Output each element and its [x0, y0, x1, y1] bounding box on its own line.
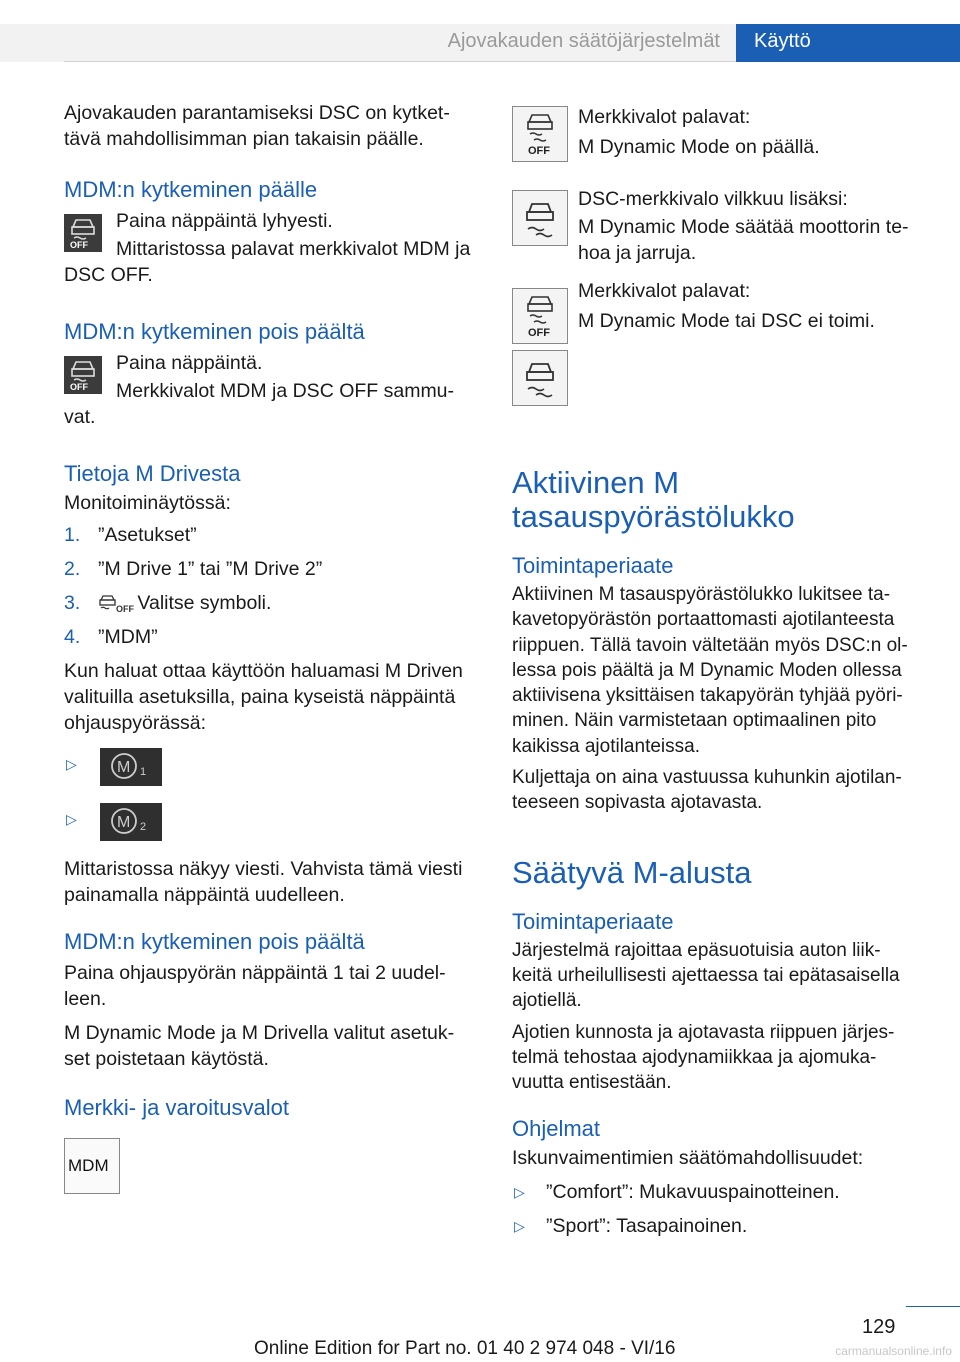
m-drive-after2: Mittaristossa näkyy viesti. Vahvista tämä viesti painamalla näppäintä uudelleen. [64, 858, 463, 906]
heading-mdm-on: MDM:n kytkeminen päälle [64, 177, 318, 202]
edition-line: Online Edition for Part no. 01 40 2 974 048 - VI/16 [254, 1338, 676, 1359]
b2-line1: DSC-merkkivalo vilkkuu lisäksi: [578, 188, 848, 210]
mdm-dsc-off-indicator-icon [512, 106, 568, 162]
indicator-block-3 [512, 280, 932, 414]
heading-adaptive-suspension: Säätyvä M-alusta [512, 854, 752, 890]
list-text: ”Comfort”: Mukavuuspainotteinen. [546, 1181, 840, 1204]
bullet-triangle-icon: ▷ [66, 756, 77, 772]
header-section-bar [0, 24, 736, 62]
m1-button-icon [100, 748, 162, 786]
bullet-triangle-icon: ▷ [514, 1218, 525, 1235]
heading-mdm-off-2: MDM:n kytkeminen pois päältä [64, 929, 365, 954]
header-divider [64, 61, 736, 62]
svg-text:M: M [117, 814, 131, 831]
mdm-on-line2: Mittaristossa palavat merkkivalot MDM ja [116, 238, 471, 260]
heading-programs: Ohjelmat [512, 1116, 601, 1142]
right-column [512, 100, 932, 1239]
programs-list [512, 1179, 932, 1239]
list-item [64, 624, 484, 650]
list-item [64, 522, 484, 548]
page-number: 129 [862, 1316, 896, 1338]
dsc-off-label-2: OFF [70, 382, 88, 392]
m-drive-intro: Monitoiminäytössä: [64, 492, 231, 514]
off-label-2: OFF [528, 327, 550, 339]
programs-intro: Iskunvaimentimien säätömahdollisuudet: [512, 1147, 864, 1170]
left-column [64, 100, 484, 1199]
list-text: Valitse symboli. [137, 592, 272, 614]
mdm-on-line3: DSC OFF. [64, 264, 153, 286]
suspension-paragraph-1: Järjestelmä rajoittaa epäsuotuisia auton liik- keitä urheilullisesti ajettaessa tai epätasaisella ajotiellä. [512, 939, 900, 1012]
dsc-off-symbol-label: OFF [116, 604, 134, 614]
heading-active-differential: Aktiivinen M tasauspyörästölukko [512, 465, 795, 534]
dsc-off-symbol-icon [98, 593, 134, 614]
indicator-block-1 [512, 100, 932, 180]
mdm-off-line1: Paina näppäintä. [116, 352, 263, 374]
driver-responsibility: Kuljettaja on aina vastuussa kuhunkin ajotilan- teeseen sopivasta ajotavasta. [512, 767, 902, 814]
heading-m-drive: Tietoja M Drivesta [64, 461, 241, 486]
list-item [512, 1213, 932, 1239]
m-drive-steps [64, 522, 484, 650]
header-section-title: Ajovakauden säätöjärjestelmät [447, 30, 720, 52]
mdm-on-block [64, 208, 484, 288]
list-number: 4. [64, 626, 81, 648]
mdm-indicator-icon [64, 1138, 120, 1194]
b1-line1: Merkkivalot palavat: [578, 106, 751, 128]
watermark: carmanualsonline.info [835, 1344, 952, 1358]
differential-paragraph: Aktiivinen M tasauspyörästölukko lukitsee ta- kavetopyörästön portaattomasti ajotilanteesta riippuen. Tällä tavoin vältetään myös DSC:n ol- lessa pois päältä ja M Dynamic Moden ollessa aktiivisena yksittäisen takapyörän tyhjää pyöri- minen. Näin varmistetaan optimaalinen pito kaikissa ajotilanteissa. [512, 584, 908, 757]
dsc-off-button-icon [64, 214, 102, 252]
list-text: ”M Drive 1” tai ”M Drive 2” [98, 558, 323, 580]
dsc-off-label: OFF [70, 240, 88, 250]
mdm-off2-p1: Paina ohjauspyörän näppäintä 1 tai 2 uudel- leen. [64, 962, 446, 1010]
heading-mdm-off: MDM:n kytkeminen pois päältä [64, 319, 365, 344]
dsc-off-button-icon-2 [64, 356, 102, 394]
dsc-indicator-icon-2 [512, 350, 568, 406]
heading-principle-2: Toimintaperiaate [512, 908, 674, 934]
m-drive-after: Kun haluat ottaa käyttöön haluamasi M Driven valituilla asetuksilla, paina kyseistä näppäintä ohjauspyörässä: [64, 660, 463, 734]
intro-paragraph: Ajovakauden parantamiseksi DSC on kytket- tävä mahdollisimman pian takaisin päälle. [64, 102, 450, 150]
list-number: 3. [64, 592, 81, 614]
mdm-off2-p2: M Dynamic Mode ja M Drivella valitut asetuk- set poistetaan käytöstä. [64, 1022, 455, 1070]
indicator-block-2 [512, 184, 932, 288]
list-item [512, 1179, 932, 1205]
mdm-dsc-off-indicator-icon-2 [512, 288, 568, 344]
off-label: OFF [528, 145, 550, 157]
bullet-triangle-icon: ▷ [66, 811, 77, 827]
list-text: ”Sport”: Tasapainoinen. [546, 1215, 748, 1238]
mdm-indicator-label: MDM [68, 1156, 109, 1175]
svg-text:M: M [117, 759, 131, 776]
m-drive-buttons [64, 748, 484, 848]
list-number: 2. [64, 558, 81, 580]
header-chapter-tab [736, 24, 960, 62]
b3-line1: Merkkivalot palavat: [578, 280, 751, 302]
footer-divider [906, 1306, 960, 1307]
mdm-off-line3: vat. [64, 406, 96, 428]
list-text: ”MDM” [98, 626, 158, 648]
dsc-indicator-icon [512, 190, 568, 246]
bullet-triangle-icon: ▷ [514, 1184, 525, 1201]
list-number: 1. [64, 524, 81, 546]
list-item [64, 556, 484, 582]
header-chapter-title: Käyttö [754, 30, 811, 52]
list-item [64, 590, 484, 616]
m1-sub: 1 [140, 766, 147, 778]
list-text: ”Asetukset” [98, 524, 197, 546]
mdm-on-line1: Paina näppäintä lyhyesti. [116, 210, 333, 232]
suspension-paragraph-2: Ajotien kunnosta ja ajotavasta riippuen järjes- telmä tehostaa ajodynamiikkaa ja ajomuka- vuutta entisestään. [512, 1021, 895, 1094]
b3-line2: M Dynamic Mode tai DSC ei toimi. [578, 310, 875, 332]
heading-indicator-lights: Merkki- ja varoitusvalot [64, 1095, 289, 1120]
m2-button-icon [100, 803, 162, 841]
heading-principle-1: Toimintaperiaate [512, 553, 674, 578]
m2-sub: 2 [140, 821, 147, 833]
mdm-off-line2: Merkkivalot MDM ja DSC OFF sammu- [116, 380, 455, 402]
b2-line2: M Dynamic Mode säätää moottorin te- hoa ja jarruja. [578, 216, 909, 264]
mdm-off-block [64, 350, 484, 430]
b1-line2: M Dynamic Mode on päällä. [578, 136, 820, 158]
